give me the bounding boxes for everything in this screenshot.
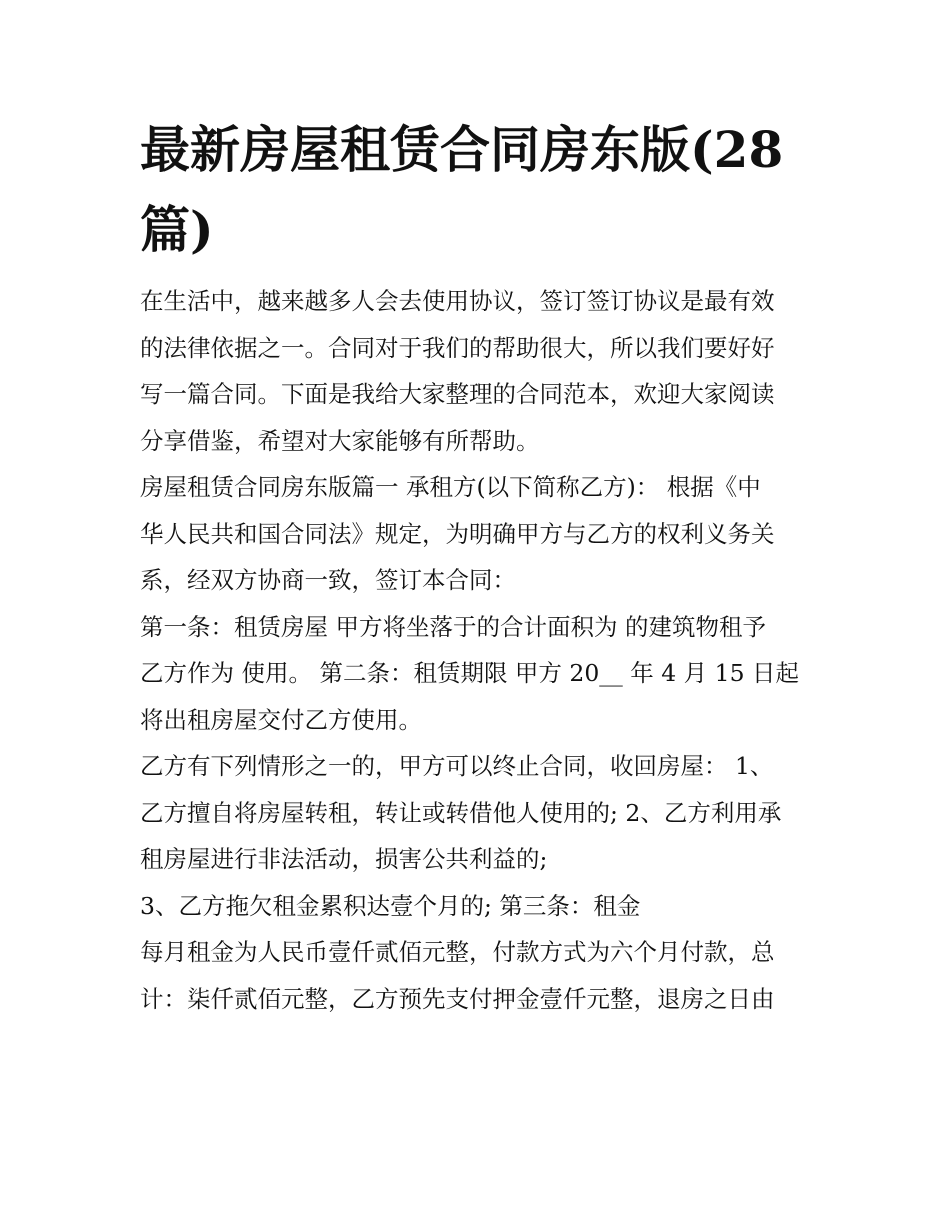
text-line: 写一篇合同。下面是我给大家整理的合同范本，欢迎大家阅读 [140,380,775,408]
title-line: 篇) [140,200,214,259]
termination-paragraph [140,743,830,883]
text-line: 的法律依据之一。合同对于我们的帮助很大，所以我们要好好 [140,333,775,362]
text-line: 房屋租赁合同房东版篇一 承租方(以下简称乙方)： 根据《中 [140,473,761,501]
document-title [140,110,820,270]
text-line: 乙方擅自将房屋转租，转让或转借他人使用的; 2、乙方利用承 [140,798,782,827]
text-line: 租房屋进行非法活动，损害公共利益的; [140,845,548,873]
text-line: 分享借鉴，希望对大家能够有所帮助。 [140,426,540,455]
article-one-paragraph [140,604,830,744]
text-line: 将出租房屋交付乙方使用。 [140,705,422,734]
text-line: 计：柒仟贰佰元整，乙方预先支付押金壹仟元整，退房之日由 [140,984,775,1013]
text-line: 乙方作为 使用。 第二条：租赁期限 甲方 20__ 年 4 月 15 日起 [140,659,799,687]
contract-intro-paragraph [140,464,830,604]
article-three-paragraph [140,883,830,930]
text-line: 华人民共和国合同法》规定，为明确甲方与乙方的权利义务关 [140,519,775,548]
text-line: 乙方有下列情形之一的，甲方可以终止合同，收回房屋： 1、 [140,752,774,780]
text-line: 在生活中，越来越多人会去使用协议，签订签订协议是最有效 [140,287,775,315]
rent-paragraph [140,929,830,1022]
text-line: 系，经双方协商一致，签订本合同： [140,566,516,594]
document-body [140,278,830,1022]
text-line: 3、乙方拖欠租金累积达壹个月的; 第三条：租金 [140,891,641,920]
text-line: 第一条：租赁房屋 甲方将坐落于的合计面积为 的建筑物租予 [140,612,766,641]
title-line: 最新房屋租赁合同房东版(28 [140,120,784,179]
intro-paragraph [140,278,830,464]
text-line: 每月租金为人民币壹仟贰佰元整，付款方式为六个月付款，总 [140,938,775,966]
